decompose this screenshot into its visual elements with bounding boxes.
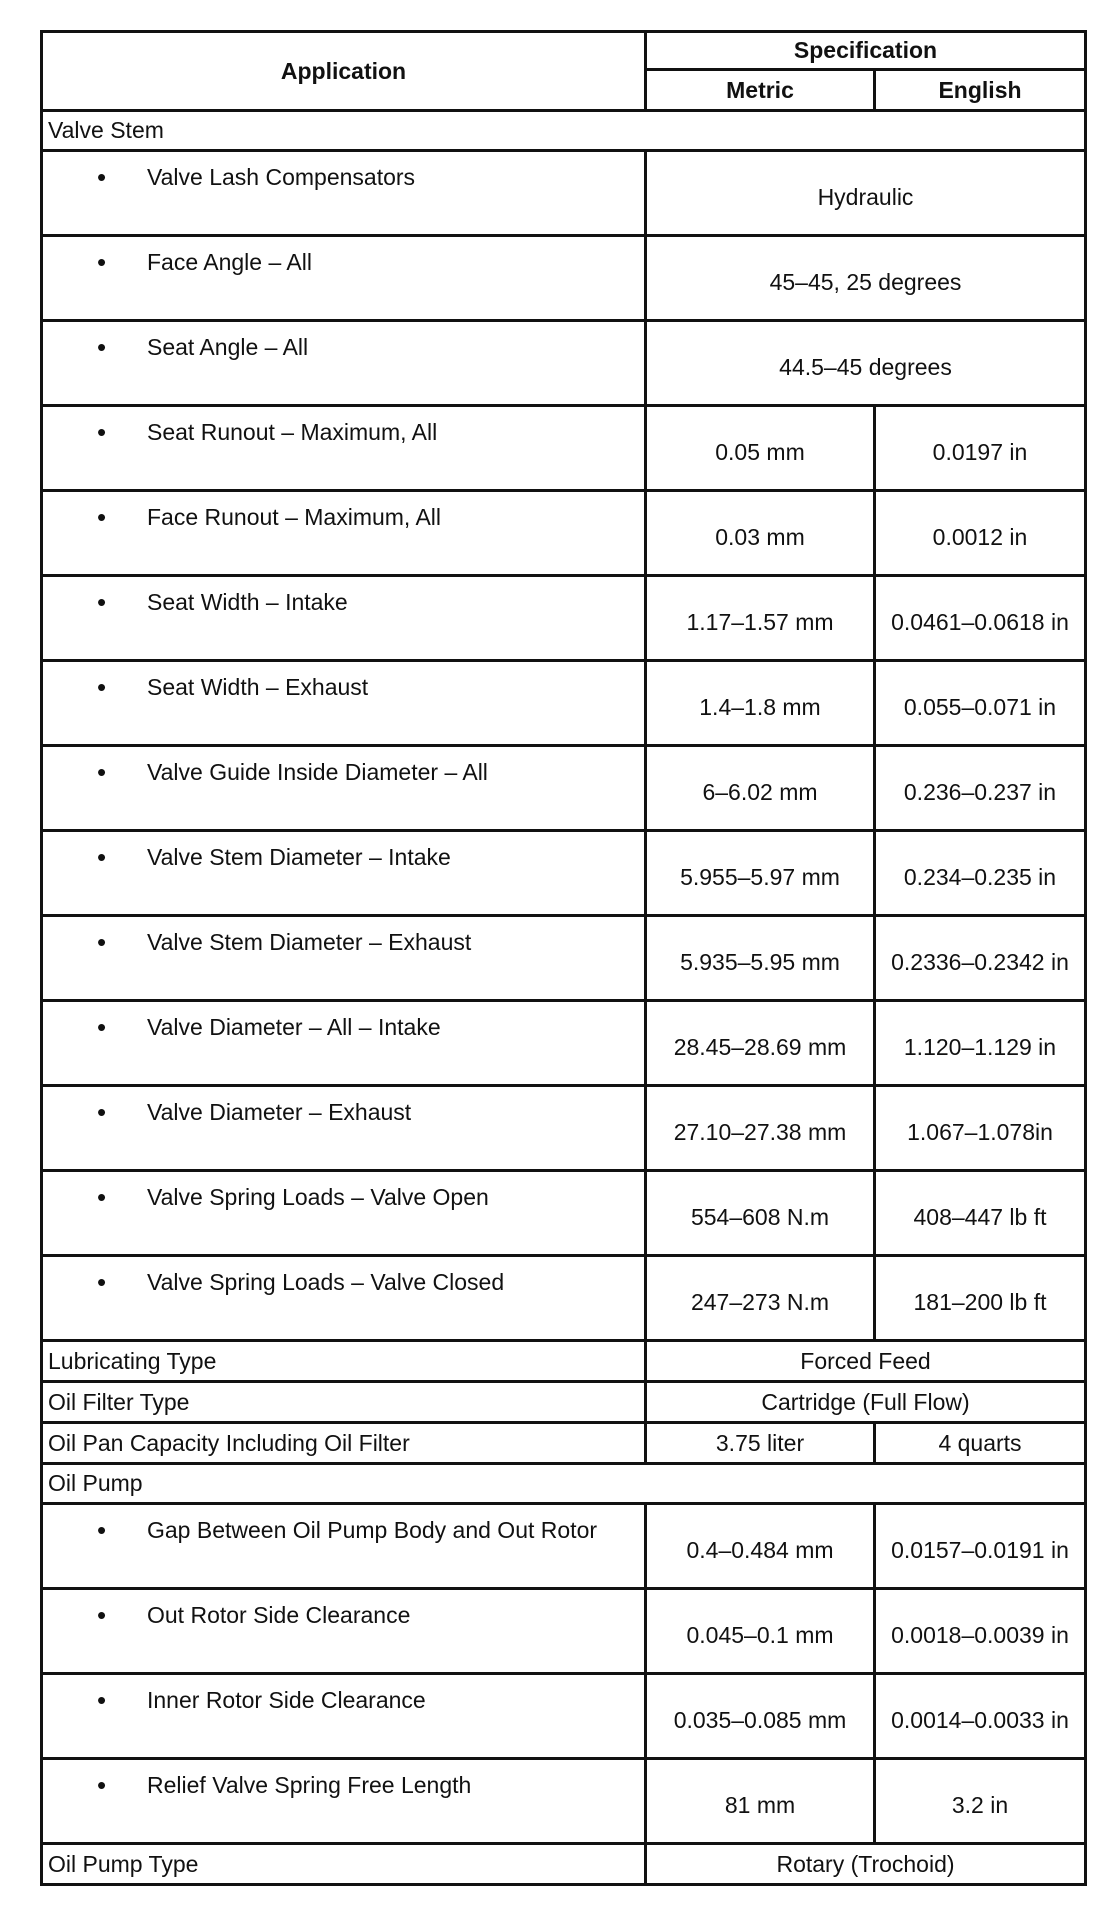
bullet-icon: • [97,672,107,702]
table-row-oil-pan-capacity [42,1423,1086,1464]
bullet-icon: • [97,757,107,787]
application-cell [42,1589,646,1674]
bullet-icon: • [97,247,107,277]
item-label: Valve Spring Loads – Valve Closed [147,1269,505,1295]
application-cell [42,1504,646,1589]
item-label: Valve Stem Diameter – Intake [147,844,451,870]
table-row [42,1256,1086,1341]
english-value: 0.0197 in [875,406,1086,491]
table-row [42,1001,1086,1086]
english-value: 1.067–1.078in [875,1086,1086,1171]
table-row [42,236,1086,321]
english-value: 1.120–1.129 in [875,1001,1086,1086]
table-row [42,151,1086,236]
metric-value: 0.4–0.484 mm [646,1504,875,1589]
item-label: Relief Valve Spring Free Length [147,1772,472,1798]
bullet-icon: • [97,1182,107,1212]
table-row [42,491,1086,576]
english-value: 408–447 lb ft [875,1171,1086,1256]
metric-value: 5.955–5.97 mm [646,831,875,916]
spec-value: Rotary (Trochoid) [646,1844,1086,1885]
table-row-oil-filter-type [42,1382,1086,1423]
table-row [42,406,1086,491]
application-cell: Oil Filter Type [42,1382,646,1423]
bullet-icon: • [97,1685,107,1715]
metric-value: 1.4–1.8 mm [646,661,875,746]
table-row [42,321,1086,406]
english-value: 0.0018–0.0039 in [875,1589,1086,1674]
english-value: 181–200 lb ft [875,1256,1086,1341]
metric-value: 3.75 liter [646,1423,875,1464]
item-label: Gap Between Oil Pump Body and Out Rotor [147,1517,598,1543]
application-cell: Lubricating Type [42,1341,646,1382]
table-row-lubricating-type [42,1341,1086,1382]
bullet-icon: • [97,417,107,447]
english-value: 4 quarts [875,1423,1086,1464]
application-cell: Oil Pan Capacity Including Oil Filter [42,1423,646,1464]
item-label: Face Angle – All [147,249,312,275]
english-value: 0.055–0.071 in [875,661,1086,746]
application-header: Application [42,32,646,111]
application-cell [42,1674,646,1759]
english-value: 0.236–0.237 in [875,746,1086,831]
table-row [42,1589,1086,1674]
bullet-icon: • [97,927,107,957]
table-row [42,1504,1086,1589]
metric-value: 28.45–28.69 mm [646,1001,875,1086]
metric-header: Metric [646,70,875,111]
english-value: 3.2 in [875,1759,1086,1844]
item-label: Seat Angle – All [147,334,309,360]
table-row [42,576,1086,661]
bullet-icon: • [97,1515,107,1545]
specification-table [40,30,1087,1886]
english-value: 0.0157–0.0191 in [875,1504,1086,1589]
bullet-icon: • [97,1770,107,1800]
metric-value: 247–273 N.m [646,1256,875,1341]
bullet-icon: • [97,1012,107,1042]
application-cell [42,1171,646,1256]
application-cell [42,321,646,406]
application-cell [42,746,646,831]
table-row-oil-pump-type [42,1844,1086,1885]
item-label: Valve Diameter – All – Intake [147,1014,441,1040]
table-row [42,1086,1086,1171]
metric-value: 27.10–27.38 mm [646,1086,875,1171]
bullet-icon: • [97,1600,107,1630]
table-row [42,831,1086,916]
bullet-icon: • [97,502,107,532]
application-cell [42,491,646,576]
application-cell [42,1001,646,1086]
english-value: 0.0014–0.0033 in [875,1674,1086,1759]
item-label: Seat Width – Intake [147,589,348,615]
metric-value: 5.935–5.95 mm [646,916,875,1001]
item-label: Valve Diameter – Exhaust [147,1099,412,1125]
item-label: Valve Stem Diameter – Exhaust [147,929,472,955]
bullet-icon: • [97,332,107,362]
item-label: Face Runout – Maximum, All [147,504,442,530]
metric-value: 1.17–1.57 mm [646,576,875,661]
table-row [42,1759,1086,1844]
specification-header: Specification [646,32,1086,70]
metric-value: 0.05 mm [646,406,875,491]
item-label: Out Rotor Side Clearance [147,1602,411,1628]
section-row-valve-stem [42,111,1086,151]
english-value: 0.0012 in [875,491,1086,576]
metric-value: 0.03 mm [646,491,875,576]
table-row [42,1674,1086,1759]
application-cell: Oil Pump Type [42,1844,646,1885]
section-row-oil-pump [42,1464,1086,1504]
spec-value: Cartridge (Full Flow) [646,1382,1086,1423]
spec-value: Forced Feed [646,1341,1086,1382]
table-row [42,661,1086,746]
item-label: Seat Runout – Maximum, All [147,419,438,445]
english-value: 0.2336–0.2342 in [875,916,1086,1001]
metric-value: 6–6.02 mm [646,746,875,831]
section-title: Oil Pump [42,1464,1086,1504]
english-value: 0.234–0.235 in [875,831,1086,916]
spec-value: 45–45, 25 degrees [646,236,1086,321]
metric-value: 0.035–0.085 mm [646,1674,875,1759]
item-label: Valve Spring Loads – Valve Open [147,1184,489,1210]
section-title: Valve Stem [42,111,1086,151]
application-cell [42,151,646,236]
application-cell [42,1256,646,1341]
metric-value: 0.045–0.1 mm [646,1589,875,1674]
application-cell [42,576,646,661]
metric-value: 81 mm [646,1759,875,1844]
item-label: Seat Width – Exhaust [147,674,369,700]
bullet-icon: • [97,842,107,872]
bullet-icon: • [97,162,107,192]
application-cell [42,1086,646,1171]
table-row [42,1171,1086,1256]
english-header: English [875,70,1086,111]
item-label: Valve Lash Compensators [147,164,416,190]
application-cell [42,406,646,491]
item-label: Inner Rotor Side Clearance [147,1687,426,1713]
spec-value: Hydraulic [646,151,1086,236]
spec-value: 44.5–45 degrees [646,321,1086,406]
application-cell [42,831,646,916]
english-value: 0.0461–0.0618 in [875,576,1086,661]
bullet-icon: • [97,1267,107,1297]
header-row [42,32,1086,70]
application-cell [42,661,646,746]
application-cell [42,916,646,1001]
metric-value: 554–608 N.m [646,1171,875,1256]
application-cell [42,236,646,321]
application-cell [42,1759,646,1844]
bullet-icon: • [97,1097,107,1127]
bullet-icon: • [97,587,107,617]
table-row [42,746,1086,831]
table-row [42,916,1086,1001]
item-label: Valve Guide Inside Diameter – All [147,759,488,785]
